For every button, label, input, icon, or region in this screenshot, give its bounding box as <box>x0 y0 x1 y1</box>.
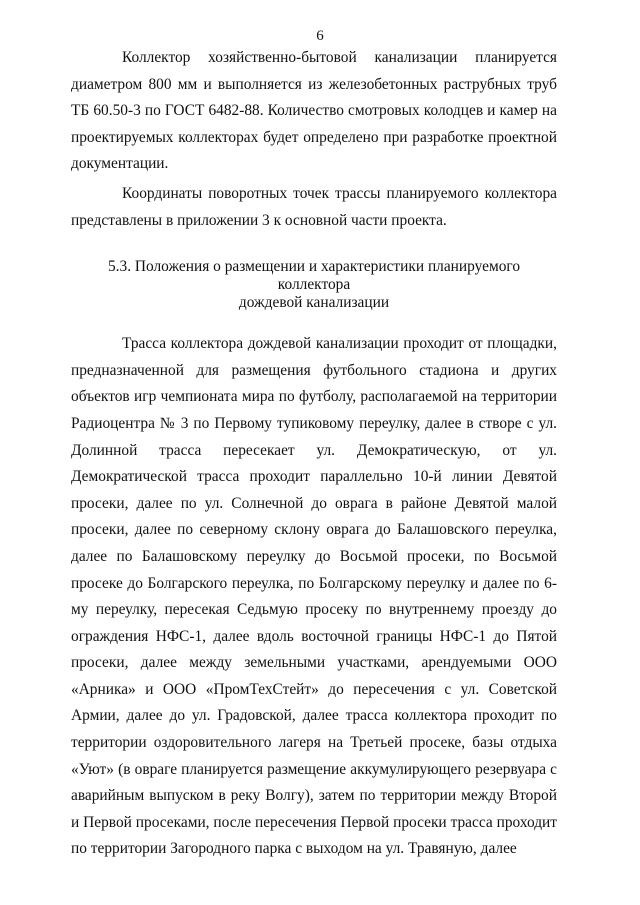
paragraph-sewer-collector: Коллектор хозяйственно-бытовой канализации планируется диаметром 800 мм и выполняется из железобетонных раструбных труб ТБ 60.50-3 по ГОСТ 6482-88. Количество смотровых колодцев и камер на проектируемых коллекторах будет определено при разработке проектной документации. <box>71 49 557 173</box>
document-body <box>71 45 557 863</box>
page-number: 6 <box>316 28 324 44</box>
paragraph-coordinates: Координаты поворотных точек трассы планируемого коллектора представлены в приложении 3 к основной части проекта. <box>71 184 557 229</box>
section-heading-line-2: дождевой канализации <box>238 294 390 312</box>
paragraph-storm-collector-route: Трасса коллектора дождевой канализации проходит от площадки, предназначенной для размещения футбольного стадиона и других объектов игр чемпионата мира по футболу, располагаемой на территории Радиоцентра № 3 по Первому тупиковому переулку, далее в створе с ул. Долинной трасса пересекает ул. Демократическую, от ул. Демократической трасса проходит параллельно 10-й линии Девятой просеки, далее по ул. Солнечной до оврага в районе Девятой малой просеки, далее по северному склону оврага до Балашовского переулка, далее по Балашовскому переулку до Восьмой просеки, по Восьмой просеке до Болгарского переулка, по Болгарскому переулку и далее по 6-му переулку, пересекая Седьмую просеку по внутреннему проезду до ограждения НФС-1, далее вдоль восточной границы НФС-1 до Пятой просеки, далее между земельными участками, арендуемыми ООО «Арника» и ООО «ПромТехСтейт» до пересечения с ул. Советской Армии, далее до ул. Градовской, далее трасса коллектора проходит по территории оздоровительного лагеря на Третьей просеке, базы отдыха «Уют» (в овраге планируется размещение аккумулирующего резервуара с аварийным выпуском в реку Волгу), затем по территории между Второй и Первой просеками, после пересечения Первой просеки трасса проходит по территории Загородного парка с выходом на ул. Травяную, далее <box>71 335 557 858</box>
section-heading <box>71 258 557 312</box>
section-heading-line-1: 5.3. Положения о размещении и характеристики планируемого коллектора <box>107 258 521 294</box>
